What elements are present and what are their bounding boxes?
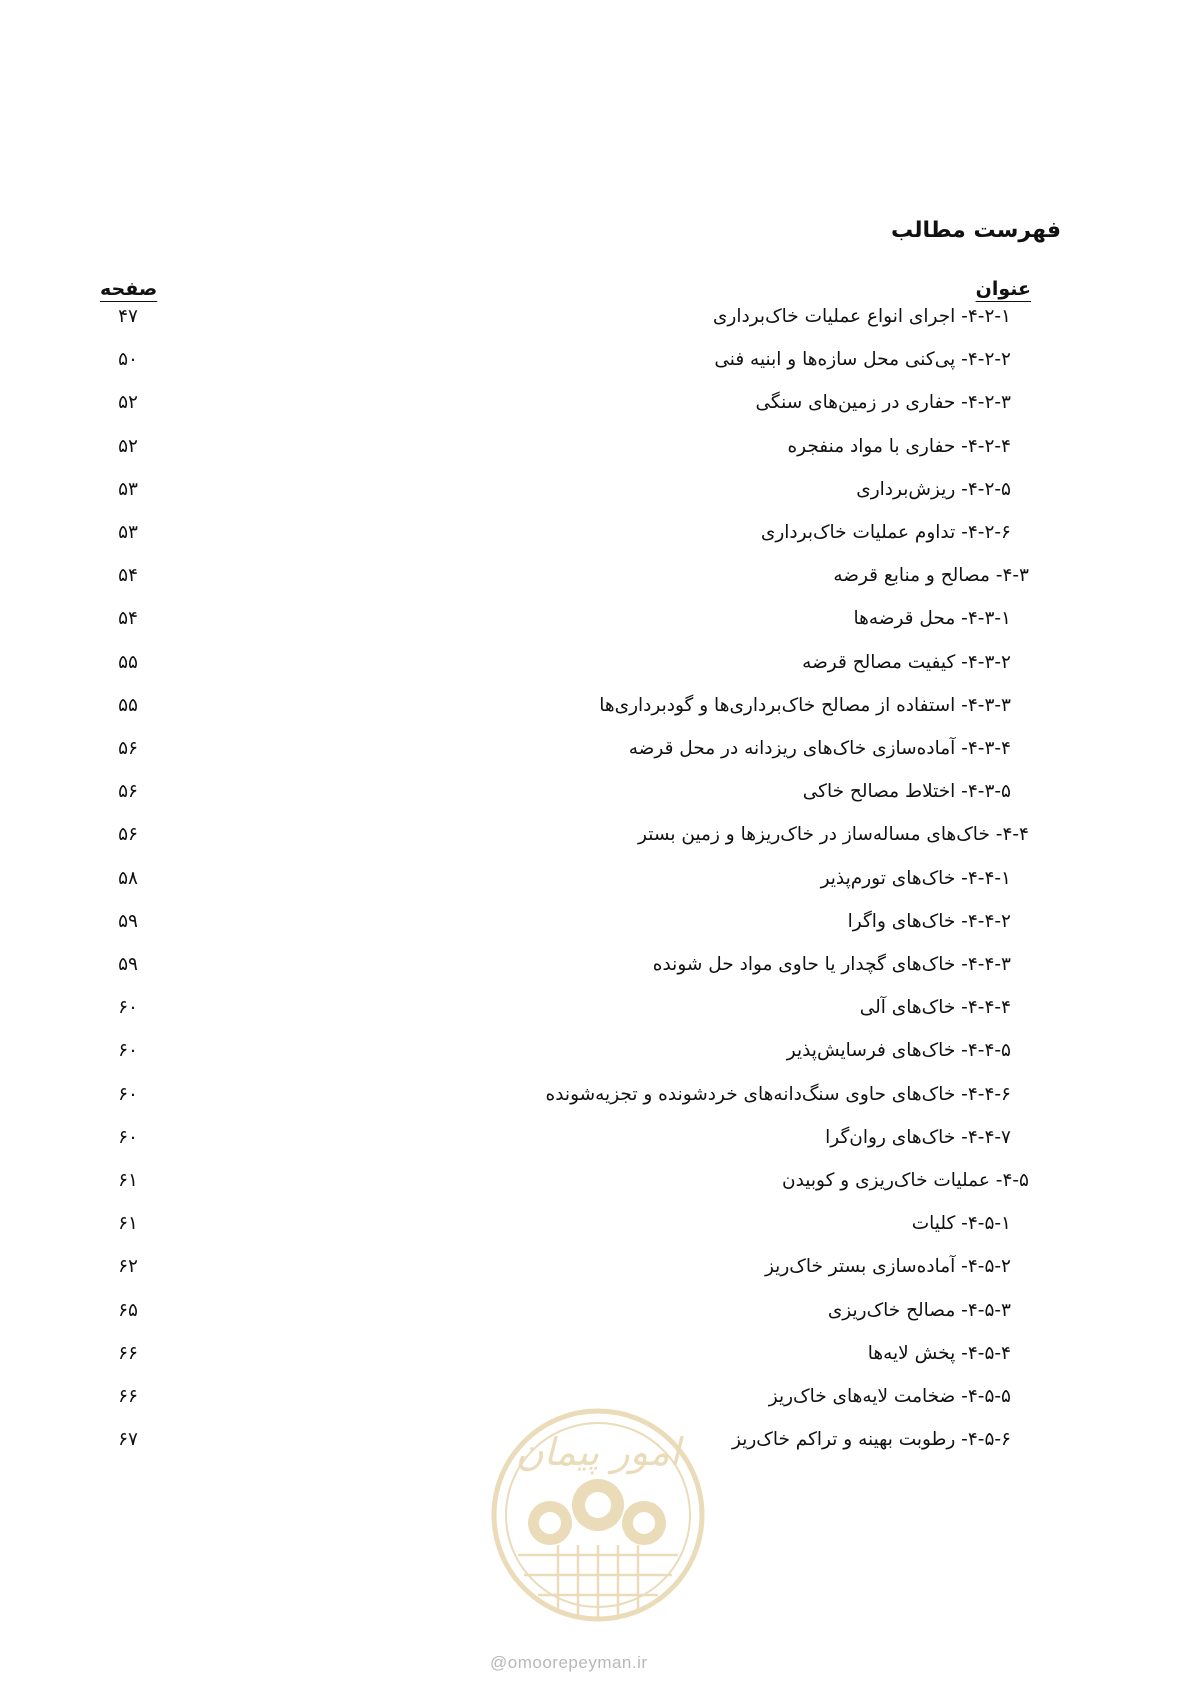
toc-entry-page-number: ۵۴ (118, 608, 138, 630)
toc-entry-title: ۴-۴-۵- خاک‌های فرسایش‌پذیر (786, 1040, 1011, 1062)
toc-entry-title: ۴-۴-۲- خاک‌های واگرا (847, 910, 1011, 932)
toc-entry-page-number: ۵۵ (118, 651, 138, 673)
toc-entry-title: ۴-۲-۵- ریزش‌برداری (856, 478, 1011, 500)
toc-entry[interactable] (0, 860, 1191, 906)
toc-entry[interactable] (0, 514, 1191, 560)
toc-entry-title: ۴-۵-۵- ضخامت لایه‌های خاک‌ریز (768, 1386, 1011, 1407)
toc-entry[interactable] (0, 298, 1191, 344)
toc-entry-title: ۴-۲-۱- اجرای انواع عملیات خاک‌برداری (712, 306, 1011, 327)
toc-entry[interactable] (0, 1162, 1191, 1208)
toc-entry-page-number: ۵۲ (118, 435, 138, 457)
toc-entry[interactable] (0, 1076, 1191, 1122)
toc-entry-title: ۴-۵-۱- کلیات (911, 1213, 1011, 1235)
toc-entry-title: ۴-۴-۷- خاک‌های روان‌گرا (825, 1126, 1011, 1148)
document-title: فهرست مطالب (890, 218, 1061, 243)
toc-entry-page-number: ۵۹ (118, 954, 138, 975)
toc-entry-title: ۴-۲-۲- پی‌کنی محل سازه‌ها و ابنیه فنی (714, 349, 1011, 371)
toc-entry-title: ۴-۲-۴- حفاری با مواد منفجره (787, 435, 1011, 457)
toc-entry-page-number: ۵۵ (118, 694, 138, 716)
toc-entry-title: ۴-۳-۲- کیفیت مصالح قرضه (802, 651, 1011, 673)
toc-entry-page-number: ۵۲ (118, 392, 138, 414)
toc-entry-page-number: ۴۷ (118, 306, 138, 327)
toc-entry-page-number: ۶۰ (118, 1126, 138, 1148)
toc-entry[interactable] (0, 644, 1191, 690)
toc-entry[interactable] (0, 1205, 1191, 1251)
toc-entry-title: ۴-۴-۶- خاک‌های حاوی سنگ‌دانه‌های خردشونده و تجزیه‌شونده (545, 1083, 1011, 1105)
toc-entry[interactable] (0, 730, 1191, 776)
toc-entry[interactable] (0, 557, 1191, 603)
toc-entry[interactable] (0, 687, 1191, 733)
toc-entry-title: ۴-۲-۶- تداوم عملیات خاک‌برداری (760, 522, 1011, 543)
toc-entry-page-number: ۶۱ (118, 1170, 138, 1191)
toc-entry-title: ۴-۴-۳- خاک‌های گچدار یا حاوی مواد حل شونده (652, 954, 1011, 975)
at-icon: @ (490, 1653, 508, 1672)
toc-entry-page-number: ۶۱ (118, 1213, 138, 1235)
toc-entry[interactable] (0, 1335, 1191, 1381)
watermark-url-text: omoorepeyman.ir (507, 1653, 648, 1672)
toc-entry-page-number: ۵۶ (118, 824, 138, 846)
toc-entry[interactable] (0, 1032, 1191, 1078)
toc-entry-page-number: ۵۶ (118, 781, 138, 803)
toc-entry-title: ۴-۵-۶- رطوبت بهینه و تراکم خاک‌ریز (731, 1429, 1011, 1451)
toc-entry[interactable] (0, 946, 1191, 992)
toc-entry-page-number: ۶۶ (118, 1386, 138, 1407)
toc-entry-title: ۴-۴-۱- خاک‌های تورم‌پذیر (820, 867, 1011, 889)
toc-entry-title: ۴-۲-۳- حفاری در زمین‌های سنگی (755, 392, 1011, 414)
toc-entry[interactable] (0, 1378, 1191, 1424)
toc-entry-title: ۴-۵- عملیات خاک‌ریزی و کوبیدن (782, 1170, 1029, 1191)
toc-entry-page-number: ۵۶ (118, 738, 138, 759)
toc-entry-page-number: ۵۹ (118, 910, 138, 932)
toc-entry-title: ۴-۴- خاک‌های مساله‌ساز در خاک‌ریزها و زمین بستر (638, 824, 1029, 846)
toc-entry-title: ۴-۳-۱- محل قرضه‌ها (853, 608, 1011, 630)
watermark-logo-text: امور پیمان (515, 1430, 681, 1474)
toc-entry-title: ۴-۵-۲- آماده‌سازی بستر خاک‌ریز (764, 1256, 1011, 1278)
toc-entry-page-number: ۶۰ (118, 997, 138, 1019)
column-header-title: عنوان (975, 278, 1031, 300)
toc-entry-page-number: ۶۷ (118, 1429, 138, 1451)
toc-entry-page-number: ۶۰ (118, 1040, 138, 1062)
toc-entry-title: ۴-۳-۳- استفاده از مصالح خاک‌برداری‌ها و گودبرداری‌ها (599, 694, 1011, 716)
toc-entry-page-number: ۵۰ (118, 349, 138, 371)
toc-entry[interactable] (0, 1119, 1191, 1165)
toc-entry-title: ۴-۵-۴- پخش لایه‌ها (867, 1342, 1011, 1364)
toc-entry-page-number: ۶۶ (118, 1342, 138, 1364)
toc-entry[interactable] (0, 384, 1191, 430)
toc-entry[interactable] (0, 600, 1191, 646)
toc-entry[interactable] (0, 1248, 1191, 1294)
toc-entry[interactable] (0, 816, 1191, 862)
toc-entry-page-number: ۵۴ (118, 565, 138, 587)
toc-entry-page-number: ۶۲ (118, 1256, 138, 1278)
toc-entry-page-number: ۵۳ (118, 522, 138, 543)
toc-entry-title: ۴-۴-۴- خاک‌های آلی (859, 997, 1011, 1019)
toc-entry-title: ۴-۳-۵- اختلاط مصالح خاکی (802, 781, 1011, 803)
toc-entry[interactable] (0, 1421, 1191, 1467)
toc-entry-title: ۴-۳- مصالح و منابع قرضه (833, 565, 1029, 587)
toc-entry-page-number: ۵۸ (118, 867, 138, 889)
toc-entry-page-number: ۶۵ (118, 1299, 138, 1321)
toc-entry[interactable] (0, 989, 1191, 1035)
toc-entry[interactable] (0, 903, 1191, 949)
toc-entry[interactable] (0, 773, 1191, 819)
toc-entry[interactable] (0, 471, 1191, 517)
column-header-page: صفحه (100, 278, 158, 300)
toc-entry[interactable] (0, 341, 1191, 387)
toc-entry-page-number: ۶۰ (118, 1083, 138, 1105)
toc-entry-page-number: ۵۳ (118, 478, 138, 500)
toc-entry[interactable] (0, 1292, 1191, 1338)
toc-entry[interactable] (0, 428, 1191, 474)
toc-entry-title: ۴-۵-۳- مصالح خاک‌ریزی (827, 1299, 1011, 1321)
toc-entry-title: ۴-۳-۴- آماده‌سازی خاک‌های ریزدانه در محل قرضه (628, 738, 1011, 759)
